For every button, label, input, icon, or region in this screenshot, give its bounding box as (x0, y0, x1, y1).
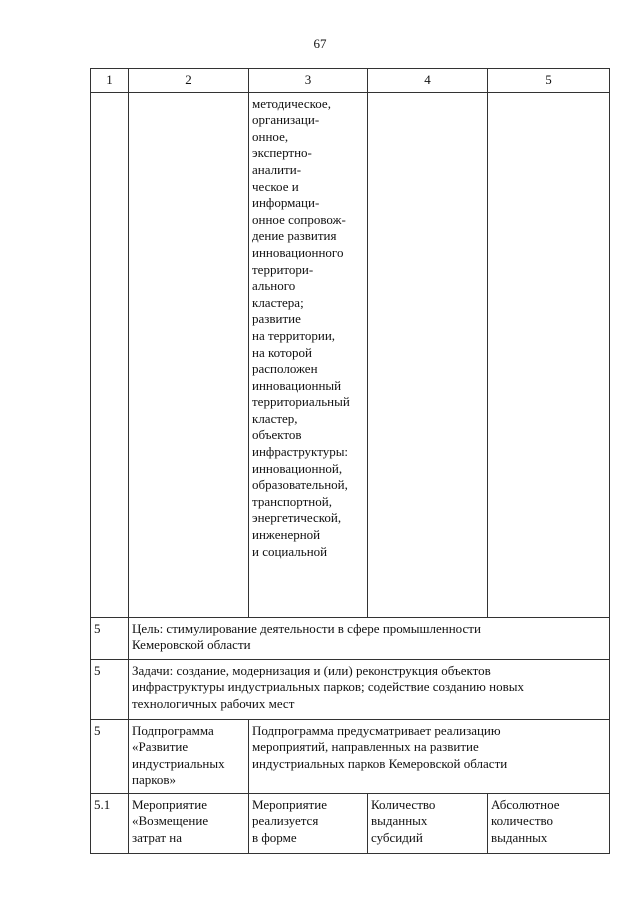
text-line: Абсолютное (491, 796, 560, 812)
text-line: мероприятий, направленных на развитие (252, 739, 479, 755)
text-line: объектов (252, 427, 302, 443)
text-line: Задачи: создание, модернизация и (или) реконструкция объектов (132, 662, 491, 678)
text-line: территори- (252, 261, 314, 277)
text-line: инновационного (252, 244, 344, 260)
indicators-table (90, 68, 610, 854)
text-line: инновационный (252, 377, 342, 393)
text-line: аналити- (252, 161, 302, 177)
text-line: энергетической, (252, 510, 342, 526)
row-number: 5 (91, 719, 129, 793)
text-line: Мероприятие (252, 796, 327, 812)
text-line: парков» (132, 772, 177, 788)
row-number: 5 (91, 617, 129, 659)
subprogram-description (249, 719, 610, 793)
text-line: онное, (252, 128, 289, 144)
header-cell: 3 (249, 69, 368, 93)
empty-cell (488, 92, 610, 617)
text-line: «Развитие (132, 739, 189, 755)
empty-cell (91, 92, 129, 617)
text-line: территориальный (252, 394, 350, 410)
text-line: выданных (371, 813, 428, 829)
text-line: на которой (252, 344, 312, 360)
text-line: индустриальных (132, 755, 225, 771)
measure-unit (488, 793, 610, 853)
text-line: субсидий (371, 829, 423, 845)
measure-indicator (368, 793, 488, 853)
text-line: инфраструктуры индустриальных парков; содействие созданию новых (132, 679, 524, 695)
text-line: инновационной, (252, 460, 343, 476)
text-line: реализуется (252, 813, 319, 829)
text-line: Цель: стимулирование деятельности в сфере промышленности (132, 620, 481, 636)
text-line: методическое, (252, 95, 331, 111)
text-line: ального (252, 278, 296, 294)
text-line: в форме (252, 829, 297, 845)
text-line: Мероприятие (132, 796, 207, 812)
text-line: расположен (252, 361, 318, 377)
subprogram-name (129, 719, 249, 793)
table-row-tasks (91, 659, 610, 719)
text-line: Количество (371, 796, 436, 812)
text-line: на территории, (252, 327, 336, 343)
empty-cell (129, 92, 249, 617)
text-line: кластер, (252, 410, 298, 426)
text-line: количество (491, 813, 554, 829)
page-number: 67 (313, 36, 327, 51)
text-line: онное сопровож- (252, 211, 346, 227)
header-cell: 4 (368, 69, 488, 93)
continued-text-cell (249, 92, 368, 617)
measure-name (129, 793, 249, 853)
tasks-text (129, 659, 610, 719)
text-line: индустриальных парков Кемеровской области (252, 755, 508, 771)
measure-form (249, 793, 368, 853)
table-row-subprogram (91, 719, 610, 793)
header-row (91, 69, 610, 93)
table-row-continued (91, 92, 610, 617)
text-line: затрат на (132, 829, 183, 845)
text-line: информаци- (252, 195, 320, 211)
text-line: и социальной (252, 543, 328, 559)
text-line: Подпрограмма (132, 722, 214, 738)
row-number: 5.1 (91, 793, 129, 853)
row-number: 5 (91, 659, 129, 719)
text-line: технологичных рабочих мест (132, 695, 295, 711)
text-line: инфраструктуры: (252, 444, 349, 460)
text-line: экспертно- (252, 145, 312, 161)
table-row-measure (91, 793, 610, 853)
header-cell: 1 (91, 69, 129, 93)
text-line: кластера; (252, 294, 304, 310)
text-line: ческое и (252, 178, 299, 194)
text-line: дение развития (252, 228, 337, 244)
empty-cell (368, 92, 488, 617)
text-line: Подпрограмма предусматривает реализацию (252, 722, 501, 738)
goal-text (129, 617, 610, 659)
text-line: образовательной, (252, 477, 348, 493)
header-cell: 2 (129, 69, 249, 93)
table-row-goal (91, 617, 610, 659)
text-line: Кемеровской области (132, 637, 251, 653)
text-line: транспортной, (252, 493, 332, 509)
header-cell: 5 (488, 69, 610, 93)
text-line: инженерной (252, 527, 321, 543)
text-line: «Возмещение (132, 813, 209, 829)
text-line: выданных (491, 829, 548, 845)
text-line: развитие (252, 311, 301, 327)
text-line: организаци- (252, 112, 320, 128)
